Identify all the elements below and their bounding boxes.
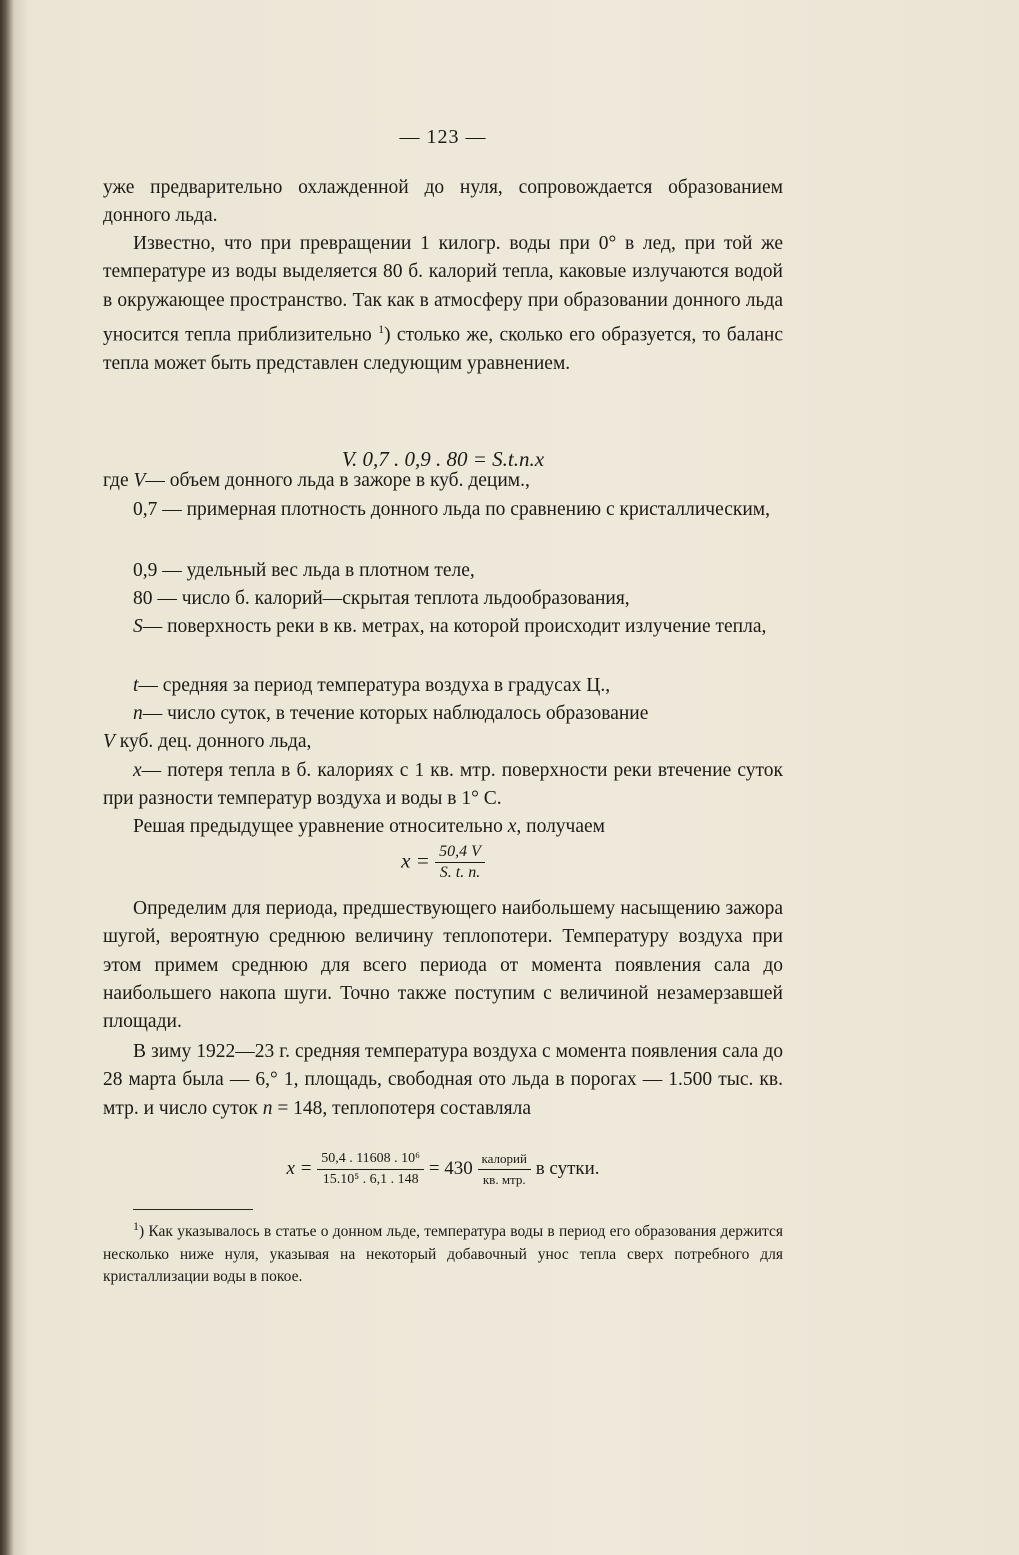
equation-result [103,1150,783,1189]
paragraph-5 [103,1038,783,1123]
paragraph-3-a: Решая предыдущее уравнение относительно [133,816,503,837]
equation-result-fraction [317,1150,424,1189]
paragraph-5-b: = 148, теплопотеря составляла [277,1097,531,1119]
def-s-symbol: S [133,616,143,637]
paragraph-3 [103,813,783,841]
def-n-symbol: n [133,703,143,724]
footnote [103,1215,783,1289]
page-number: — 123 — [399,126,487,148]
def-80: 80 — число б. калорий—скрытая теплота льдообразования, [133,588,630,609]
paragraph-1: уже предварительно охлажденной до нуля, сопровождается образованием донного льда. [103,177,783,227]
def-x-text: — потеря тепла в б. калориях с 1 кв. мтр. поверхности реки втечение суток при разности температур воздуха и воды в 1° С. [103,760,783,810]
def-x-symbol: x [133,760,142,781]
def-n [103,700,783,728]
equation-x [103,843,783,882]
def-n-symbol-2: V [103,731,115,752]
def-v-text: — объем донного льда в зажоре в куб. децим., [145,470,530,491]
equation-x-fraction [435,843,485,882]
def-t [103,672,783,700]
footnote-ref: 1 [378,321,385,336]
def-t-symbol: t [133,675,139,696]
paragraph-2-tail: ) столько же, сколько его образуется, то баланс тепла может быть представлен следующим уравнением. [103,324,783,374]
equation-x-numerator: 50,4 V [435,843,485,863]
def-07: 0,7 — примерная плотность донного льда по сравнению с кристаллическим, [133,499,771,520]
equation-result-denominator: 15.10⁵ . 6,1 . 148 [322,1172,419,1187]
paragraph-3-symbol: x [507,816,517,837]
def-09: 0,9 — удельный вес льда в плотном теле, [133,560,475,581]
equation-result-numerator: 50,4 . 11608 . 10⁶ [317,1150,424,1170]
paragraph-2-text: Известно, что при превращении 1 килогр. воды при 0° в лед, при той же температуре из воды выделяется 80 б. калорий тепла, каковые излучаются водой в окружающее пространство. Так как в атмосферу при образовании донного льда уносится тепла приблизительно [103,233,783,346]
footnote-divider [133,1209,253,1210]
equation-result-lhs: x = [286,1157,313,1179]
paragraph-2 [103,230,783,378]
footnote-text: ) Как указывалось в статье о донном льде, температура воды в период его образования держится несколько ниже нуля, указывая на некоторый добавочный унос тепла сверх потребного для кристаллизации воды в покое. [103,1223,783,1286]
def-v [103,467,783,495]
equation-result-tail: в сутки. [535,1157,600,1179]
equation-x-denominator: S. t. n. [439,864,481,881]
equation-result-unit-numerator: калорий [478,1150,531,1170]
def-v-lead: где [103,470,129,491]
def-v-symbol: V [133,470,146,491]
def-s-text: — поверхность реки в кв. метрах, на которой происходит излучение тепла, [142,616,767,637]
footnote-mark: 1 [133,1219,139,1233]
equation-result-unit-denominator: кв. мтр. [482,1172,526,1187]
equation-result-value: = 430 [428,1157,473,1179]
def-x [103,757,783,814]
def-n-text: — число суток, в течение которых наблюдалось образование [142,703,649,724]
equation-x-lhs: x = [401,848,430,873]
equation-result-unit [478,1150,531,1189]
def-t-text: — средняя за период температура воздуха в градусах Ц., [138,675,611,696]
paragraph-3-b: , получаем [516,816,606,837]
def-n-cont [103,728,783,756]
paragraph-5-symbol: n [262,1097,273,1119]
paragraph-5-a: В зиму 1922—23 г. средняя температура воздуха с момента появления сала до 28 марта была — 6,° 1, площадь, свободная ото льда в порогах — 1.500 тыс. кв. мтр. и число суток [103,1041,783,1119]
paragraph-4: Определим для периода, предшествующего наибольшему насыщению зажора шугой, вероятную среднюю величину теплопотери. Температуру воздуха при этом примем среднюю для всего периода от момента появления сала до наибольшего накопа шуги. Точно также поступим с величиной незамерзавшей площади. [103,898,783,1033]
equation-balance: V. 0,7 . 0,9 . 80 = S.t.n.x [341,447,545,471]
def-n-text-2: куб. дец. донного льда, [119,731,312,752]
def-s [103,613,783,641]
